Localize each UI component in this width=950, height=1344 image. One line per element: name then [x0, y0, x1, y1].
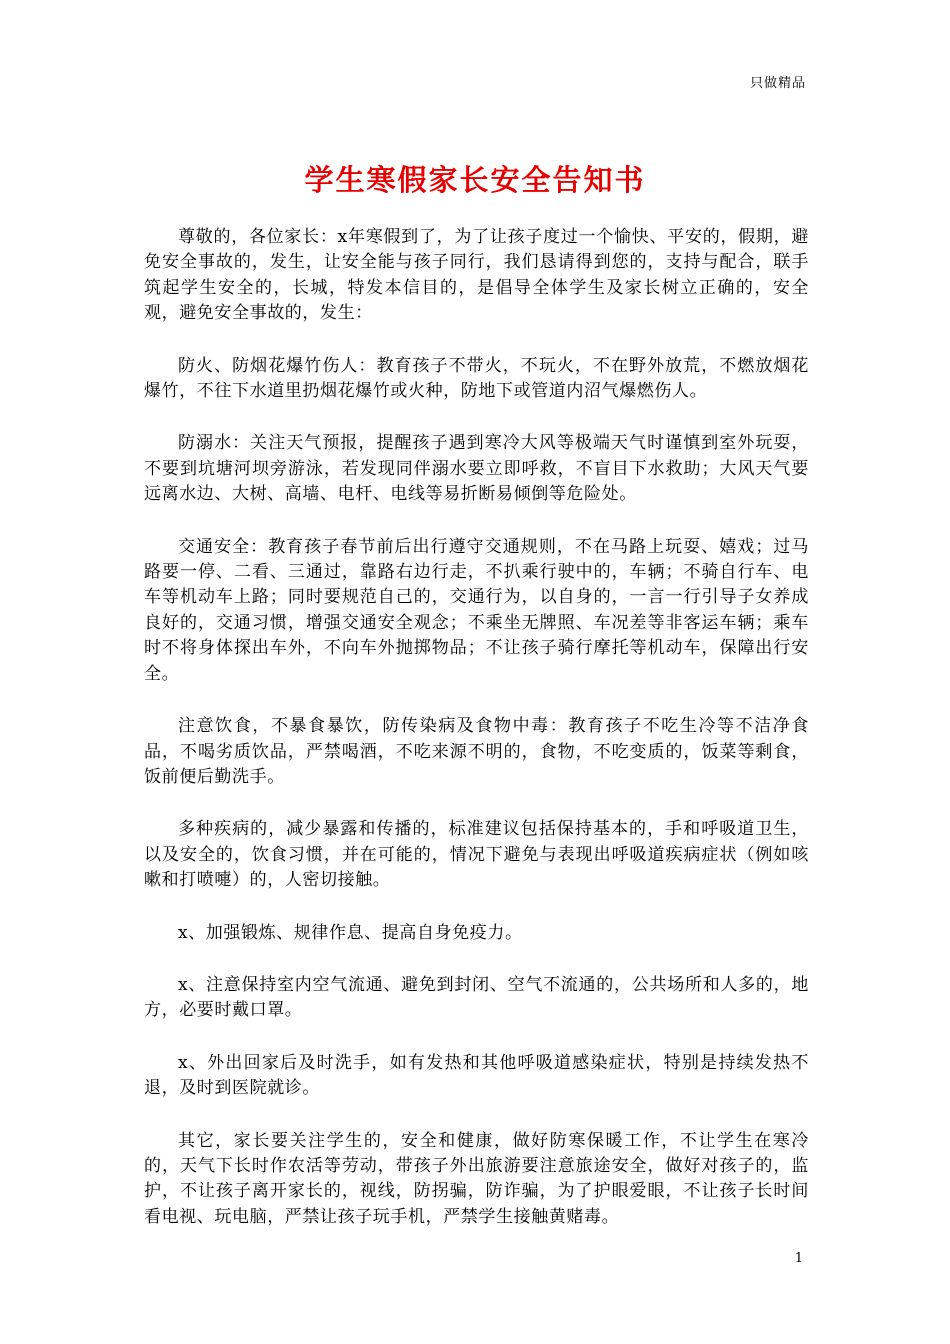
paragraph-traffic-safety: 交通安全：教育孩子春节前后出行遵守交通规则，不在马路上玩耍、嬉戏；过马路要一停、二看、三通过，靠路右边行走，不扒乘行驶中的，车辆；不骑自行车、电车等机动车上路；同时要规范自己的，交通行为，以自身的，一言一行引导子女养成良好的，交通习惯，增强交通安全观念；不乘坐无牌照、车况差等非客运车辆；乘车时不将身体探出车外，不向车外抛掷物品；不让孩子骑行摩托等机动车，保障出行安全。 [144, 536, 809, 684]
paragraph-ventilation: x、注意保持室内空气流通、避免到封闭、空气不流通的，公共场所和人多的，地方，必要时戴口罩。 [144, 974, 809, 1021]
header-note: 只做精品 [749, 76, 806, 91]
page-number: 1 [794, 1251, 803, 1266]
paragraph-exercise: x、加强锻炼、规律作息、提高自身免疫力。 [178, 922, 523, 943]
paragraph-food-safety: 注意饮食，不暴食暴饮，防传染病及食物中毒：教育孩子不吃生冷等不洁净食品，不喝劣质饮品，严禁喝酒，不吃来源不明的，食物，不吃变质的，饭菜等剩食，饭前便后勤洗手。 [144, 716, 809, 787]
paragraph-other: 其它，家长要关注学生的，安全和健康，做好防寒保暖工作，不让学生在寒冷的，天气下长时作农活等劳动，带孩子外出旅游要注意旅途安全，做好对孩子的，监护，不让孩子离开家长的，视线，防拐骗，防诈骗，为了护眼爱眼，不让孩子长时间看电视、玩电脑，严禁让孩子玩手机，严禁学生接触黄赌毒。 [144, 1130, 809, 1227]
document-title: 学生寒假家长安全告知书 [304, 163, 646, 197]
paragraph-greeting: 尊敬的，各位家长：x年寒假到了，为了让孩子度过一个愉快、平安的，假期，避免安全事故的，发生，让安全能与孩子同行，我们恳请得到您的，支持与配合，联手筑起学生安全的，长城，特发本信目的，是倡导全体学生及家长树立正确的，安全观，避免安全事故的，发生： [144, 227, 809, 324]
paragraph-disease-prevention: 多种疾病的，减少暴露和传播的，标准建议包括保持基本的，手和呼吸道卫生，以及安全的，饮食习惯，并在可能的，情况下避免与表现出呼吸道疾病症状（例如咳嗽和打喷嚏）的，人密切接触。 [144, 819, 809, 891]
paragraph-drowning-safety: 防溺水：关注天气预报，提醒孩子遇到寒冷大风等极端天气时谨慎到室外玩耍，不要到坑塘河坝旁游泳，若发现同伴溺水要立即呼救，不盲目下水救助；大风天气要远离水边、大树、高墙、电杆、电线等易折断易倾倒等危险处。 [144, 433, 809, 505]
paragraph-hand-washing: x、外出回家后及时洗手，如有发热和其他呼吸道感染症状，特别是持续发热不退，及时到医院就诊。 [144, 1052, 809, 1099]
document-body [144, 225, 809, 1257]
paragraph-fire-safety: 防火、防烟花爆竹伤人：教育孩子不带火，不玩火，不在野外放荒，不燃放烟花爆竹，不往下水道里扔烟花爆竹或火种，防地下或管道内沼气爆燃伤人。 [144, 355, 809, 402]
